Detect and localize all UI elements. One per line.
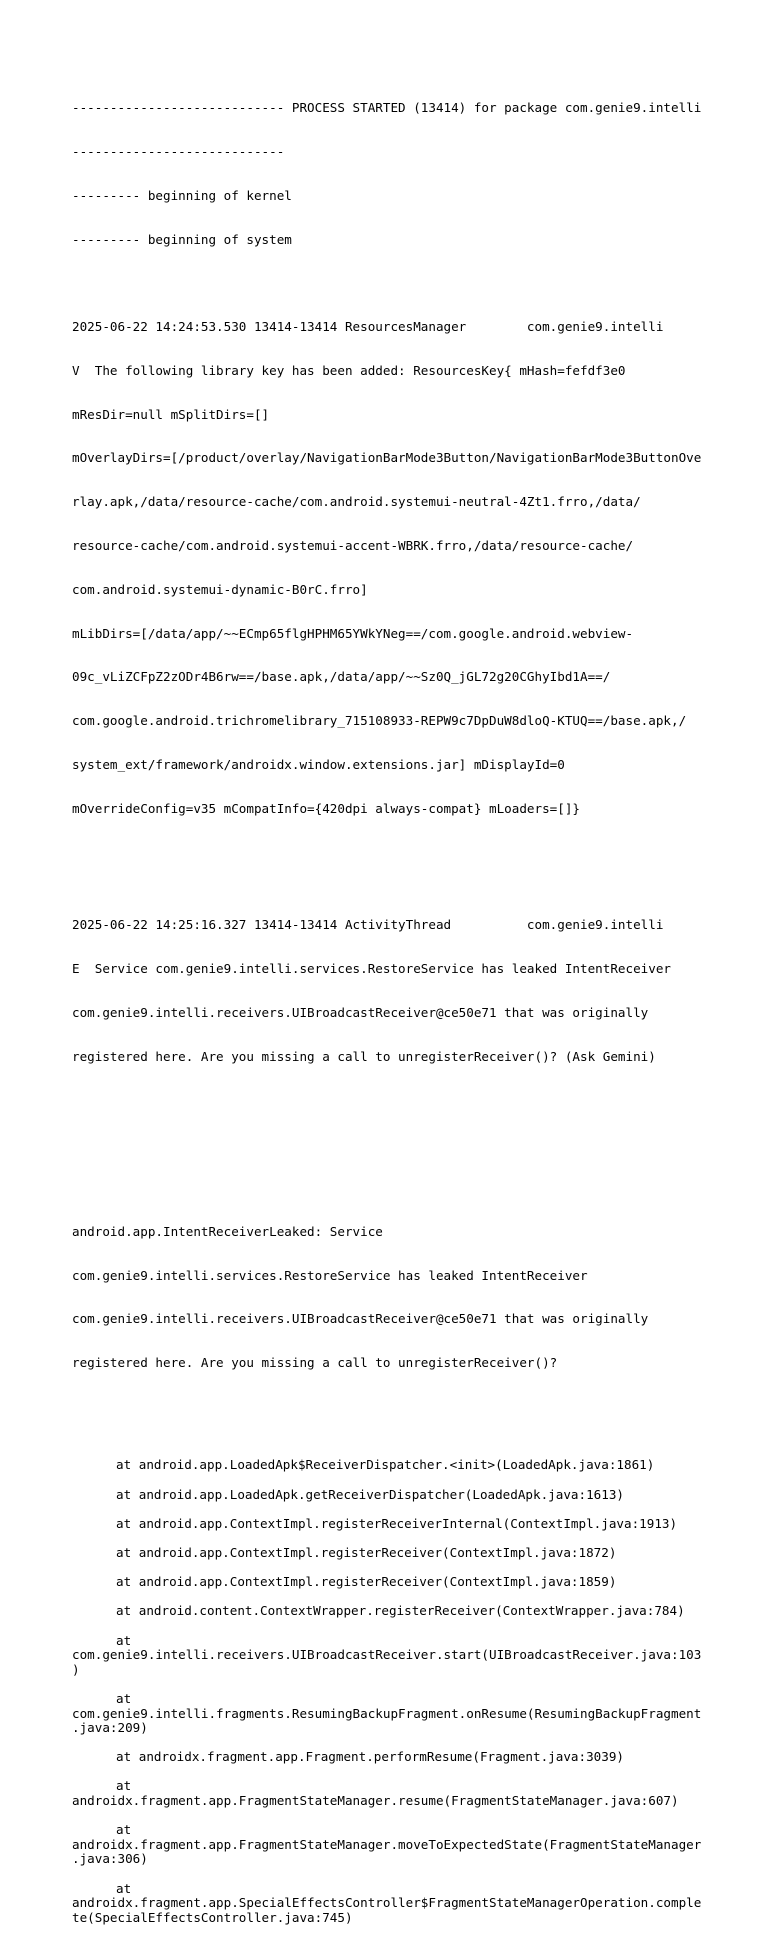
process-started-line: ---------------------------- PROCESS STARTED (13414) for package com.genie9.intelli [72, 100, 702, 116]
stack-line-text: androidx.fragment.app.FragmentStateManager.resume(FragmentStateManager.java:607) [72, 1793, 679, 1809]
log-line: 2025-06-22 14:25:16.327 13414-13414 ActivityThread com.genie9.intelli [72, 917, 664, 933]
stack-line-text: .java:306) [72, 1851, 148, 1867]
log-line: 2025-06-22 14:24:53.530 13414-13414 ResourcesManager com.genie9.intelli [72, 319, 664, 335]
stack-line-text: com.genie9.intelli.fragments.ResumingBackupFragment.onResume(ResumingBackupFragment [72, 1705, 702, 1721]
blank-line [72, 1736, 702, 1751]
stack-frame [72, 1488, 702, 1503]
stack-line [72, 1458, 702, 1473]
blank-line [72, 1677, 702, 1692]
stack-line-text: at android.app.ContextImpl.registerReceiver(ContextImpl.java:1859) [116, 1574, 617, 1590]
stack-line-text: com.genie9.intelli.receivers.UIBroadcastReceiver.start(UIBroadcastReceiver.java:103 [72, 1647, 702, 1663]
process-separator-line: ---------------------------- [72, 143, 285, 159]
stack-line [72, 1546, 702, 1561]
log-line: rlay.apk,/data/resource-cache/com.android.systemui-neutral-4Zt1.frro,/data/ [72, 494, 641, 510]
log-line: com.android.systemui-dynamic-B0rC.frro] [72, 581, 368, 597]
blank-line [72, 1502, 702, 1517]
stack-line [72, 1575, 702, 1590]
stack-line [72, 1634, 702, 1649]
stack-line [72, 1707, 702, 1722]
stack-line-text: at android.app.ContextImpl.registerReceiverInternal(ContextImpl.java:1913) [116, 1515, 678, 1531]
stack-line [72, 1663, 702, 1678]
exception-message [72, 1196, 702, 1400]
stack-frame [72, 1546, 702, 1561]
stack-frame [72, 1692, 702, 1736]
log-line: V The following library key has been added: ResourcesKey{ mHash=fefdf3e0 [72, 362, 626, 378]
log-line: android.app.IntentReceiverLeaked: Service [72, 1223, 383, 1239]
log-line: com.genie9.intelli.receivers.UIBroadcastReceiver@ce50e71 that was originally [72, 1311, 649, 1327]
stack-line [72, 1721, 702, 1736]
log-line: mOverlayDirs=[/product/overlay/NavigationBarMode3Button/NavigationBarMode3ButtonOve [72, 450, 702, 466]
stack-line [72, 1911, 702, 1926]
blank-line [72, 1561, 702, 1576]
stack-line [72, 1692, 702, 1707]
blank-line [72, 1531, 702, 1546]
stack-line-text: te(SpecialEffectsController.java:745) [72, 1909, 353, 1925]
stack-line-text: at [116, 1880, 132, 1896]
stack-line [72, 1852, 702, 1867]
stack-line [72, 1488, 702, 1503]
log-line: E Service com.genie9.intelli.services.RestoreService has leaked IntentReceiver [72, 961, 671, 977]
blank-line [72, 1590, 702, 1605]
stack-frame [72, 1458, 702, 1473]
stack-frame [72, 1517, 702, 1532]
log-line: com.genie9.intelli.receivers.UIBroadcastReceiver@ce50e71 that was originally [72, 1005, 649, 1020]
stack-line-text: at android.app.LoadedApk$ReceiverDispatcher.<init>(LoadedApk.java:1861) [116, 1457, 655, 1473]
log-line: mLibDirs=[/data/app/~~ECmp65flgHPHM65YWkYNeg==/com.google.android.webview- [72, 625, 634, 641]
stack-frame [72, 1575, 702, 1590]
blank-line [72, 1809, 702, 1824]
log-line: registered here. Are you missing a call to unregisterReceiver()? [72, 1355, 558, 1371]
stack-line-text: at [116, 1778, 132, 1794]
log-line: system_ext/framework/androidx.window.extensions.jar] mDisplayId=0 [72, 756, 565, 772]
log-line: registered here. Are you missing a call to unregisterReceiver()? (Ask Gemini) [72, 1048, 656, 1064]
stack-line [72, 1882, 702, 1897]
document-page [72, 72, 702, 1955]
log-line: mResDir=null mSplitDirs=[] [72, 406, 270, 422]
system-beginning-line: --------- beginning of system [72, 231, 292, 247]
stack-frame [72, 1604, 702, 1619]
stack-frame [72, 1882, 702, 1926]
log-entry-resources-manager [72, 291, 702, 846]
blank-line [72, 1619, 702, 1634]
stack-line-text: androidx.fragment.app.SpecialEffectsController$FragmentStateManagerOperation.comple [72, 1895, 702, 1911]
stack-line [72, 1779, 702, 1794]
stack-line [72, 1823, 702, 1838]
stack-line [72, 1604, 702, 1619]
stack-line-text: at [116, 1632, 132, 1648]
log-line: com.genie9.intelli.services.RestoreService has leaked IntentReceiver [72, 1267, 588, 1283]
log-entry-activity-thread [72, 889, 702, 1093]
blank-line [72, 1765, 702, 1780]
stack-frame [72, 1823, 702, 1867]
stack-line-text: at android.app.LoadedApk.getReceiverDispatcher(LoadedApk.java:1613) [116, 1486, 624, 1502]
log-line: com.google.android.trichromelibrary_715108933-REPW9c7DpDuW8dloQ-KTUQ==/base.apk,/ [72, 713, 687, 729]
stack-line-text: ) [72, 1661, 80, 1677]
blank-line [72, 1444, 702, 1459]
blank-line [72, 1867, 702, 1882]
log-line: mOverrideConfig=v35 mCompatInfo={420dpi always-compat} mLoaders=[]} [72, 800, 580, 816]
stack-line-text: at android.content.ContextWrapper.registerReceiver(ContextWrapper.java:784) [116, 1603, 685, 1619]
blank-line [72, 1137, 702, 1152]
stack-frame [72, 1634, 702, 1678]
stack-line-text: at android.app.ContextImpl.registerReceiver(ContextImpl.java:1872) [116, 1544, 617, 1560]
stack-trace [72, 1444, 702, 1926]
stack-line [72, 1750, 702, 1765]
stack-frame [72, 1750, 702, 1765]
log-line: 09c_vLiZCFpZ2zODr4B6rw==/base.apk,/data/app/~~Sz0Q_jGL72g20CGhyIbd1A==/ [72, 669, 611, 685]
stack-line-text: .java:209) [72, 1720, 148, 1736]
log-line: resource-cache/com.android.systemui-accent-WBRK.frro,/data/resource-cache/ [72, 538, 634, 553]
stack-line [72, 1838, 702, 1853]
stack-line-text: androidx.fragment.app.FragmentStateManager.moveToExpectedState(FragmentStateManager [72, 1836, 702, 1852]
stack-line-text: at [116, 1690, 132, 1706]
stack-frame [72, 1779, 702, 1808]
stack-line [72, 1648, 702, 1663]
log-output [72, 72, 702, 1955]
blank-line [72, 1473, 702, 1488]
stack-line-text: at [116, 1822, 132, 1838]
stack-line [72, 1896, 702, 1911]
stack-line [72, 1794, 702, 1809]
stack-line-text: at androidx.fragment.app.Fragment.performResume(Fragment.java:3039) [116, 1749, 624, 1765]
kernel-beginning-line: --------- beginning of kernel [72, 187, 292, 203]
stack-line [72, 1517, 702, 1532]
